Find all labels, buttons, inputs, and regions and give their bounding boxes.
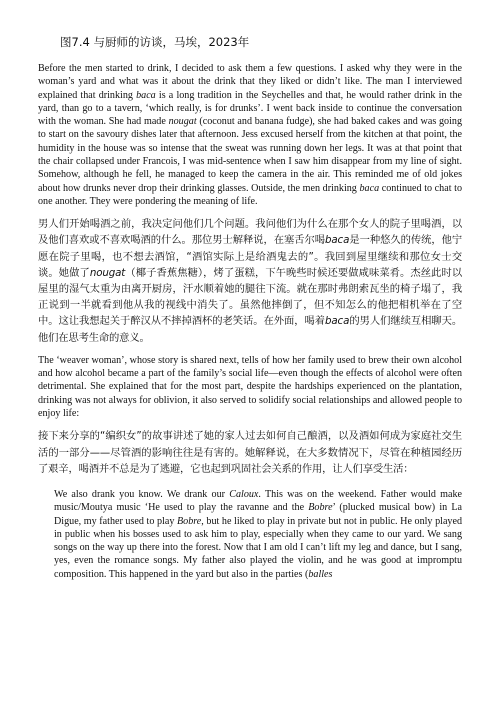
text-run: , but he liked to play in private but not in public. He only played in public when his bosses used to ask him to play, especially when they came to our yard. We sang songs on the way up there into the forest. Now that I am old I can’t lift my leg and dance, but I sang, yes, even the romance songs. My father also played the violin, and he was good at impromptu composition. This happened in the yard but also in the parties ( — [54, 515, 462, 580]
document-page — [38, 34, 462, 581]
text-run: (coconut and banana fudge), she had baked cakes and was going to start on the savoury dishes later that afternoon. Jess excused herself from the kitchen at that point, the humidity in the house was so intense that the sweat was running down her legs. It was at that point that the chair collapsed under Francois, I was mid-sentence when I saw him disappear from my line of sight. Somehow, although he fell, he managed to keep the camera in the air. This reminded me of old jokes about how drunks never drop their drinking glasses. Outside, the men drinking — [38, 116, 462, 194]
text-run: （椰子香蕉焦糖），烤了蛋糕，下午晚些时候还要做咸味菜肴。杰丝此时以屋里的湿气太重为由离开厨房，汗水顺着她的腿往下流。就在那时弗朗索瓦坐的椅子塌了，我正说到一半就看到他从我的视线中消失了。虽然他摔倒了，但不知怎么的他把相机举在了空中。这让我想起关于醉汉从不摔掉酒杯的老笑话。在外面，喝着 — [38, 266, 463, 328]
italic-term: balles — [308, 568, 333, 580]
italic-term: baca — [136, 89, 156, 101]
italic-term: Caloux — [229, 488, 259, 500]
english-paragraph-1 — [38, 62, 462, 208]
chinese-paragraph-2: 接下来分享的“编织女”的故事讲述了她的家人过去如何自己酿酒，以及酒如何成为家庭社交生活的一部分——尽管酒的影响往往是有害的。她解释说，在大多数情况下，尽管在种植园经历了艰辛，喝酒并不总是为了逃避，它也起到巩固社会关系的作用，让人们享受生活： — [38, 430, 462, 475]
italic-term: nougat — [89, 266, 126, 279]
italic-term: baca — [325, 315, 350, 328]
text-run: 男人们开始喝酒之前，我决定问他们几个问题。我问他们为什么在那个女人的院子里喝酒，以及他们喜欢或不喜欢喝酒的什么。那位男士解释说，在塞舌尔喝 — [38, 218, 462, 247]
text-run: 是一种悠久的传统，他宁愿在院子里喝，也不想去酒馆，“酒馆实际上是给酒鬼去的”。我回到屋里继续和那位女士交谈。她做了 — [38, 234, 462, 279]
text-run: We also drank you know. We drank our — [54, 488, 230, 500]
italic-term: Bobre — [176, 515, 202, 527]
text-run: continued to chat to one another. They were pondering the meaning of life. — [38, 182, 462, 207]
text-run: is a long tradition in the Seychelles and that, he would rather drink in the yard, than go to a tavern, ‘which really, is for drunks’. I went back inside to continue the conversation with the woman. She had made — [38, 89, 462, 128]
italic-term: Bobre — [308, 502, 333, 514]
italic-term: nougat — [168, 116, 197, 128]
text-run: 的男人们继续互相聊天。他们在思考生命的意义。 — [38, 315, 462, 344]
text-run: . This was on the weekend. Father would make music/Moutya music ‘He used to play the ravanne and the — [54, 488, 462, 514]
figure-caption: 图7.4 与厨师的访谈，马埃，2023年 — [60, 35, 250, 49]
text-run: Before the men started to drink, I decided to ask them a few questions. I asked why they were in the woman’s yard and what was it about the drink that they liked or didn’t like. The man I interviewed explained that drinking — [38, 63, 462, 101]
italic-term: baca — [359, 182, 380, 194]
english-paragraph-2: The ‘weaver woman’, whose story is shared next, tells of how her family used to brew their own alcohol and how alcohol became a part of the family’s social life—even though the effects of alcohol were often detrimental. She explained that for the most part, despite the hardships experienced on the plantation, drinking was not always for oblivion, it also served to solidify social relationships and allowed people to enjoy life: — [38, 354, 462, 420]
chinese-paragraph-1 — [38, 216, 462, 346]
italic-term: baca — [325, 234, 350, 247]
block-quote — [54, 488, 462, 581]
text-run: ’ (plucked musical bow) in La Digue, my father used to play — [54, 502, 462, 527]
